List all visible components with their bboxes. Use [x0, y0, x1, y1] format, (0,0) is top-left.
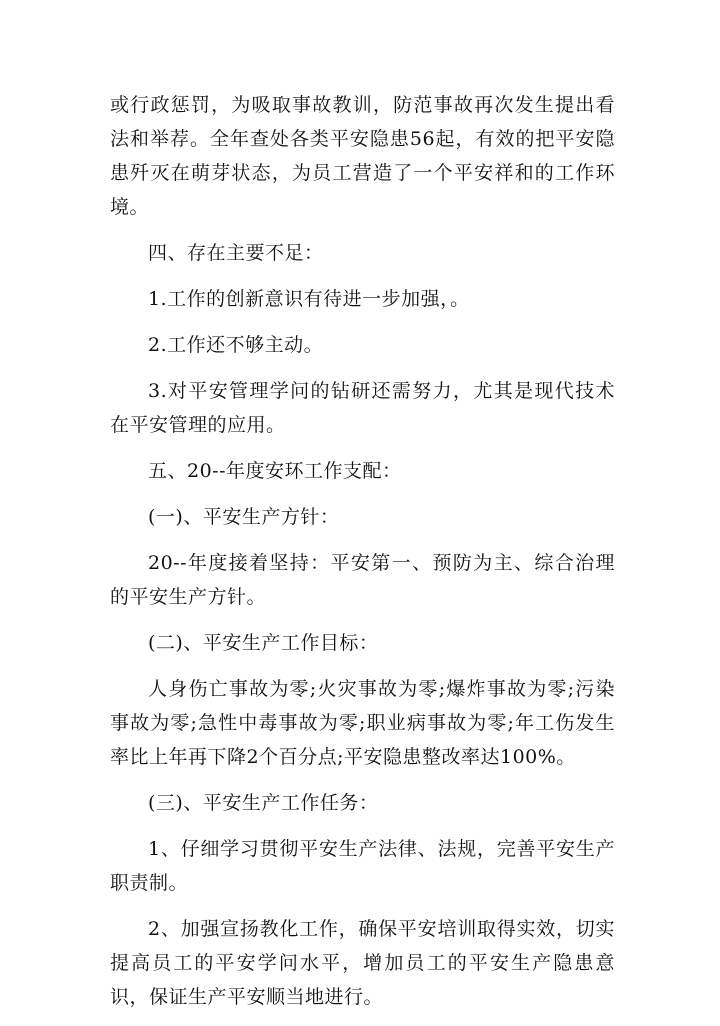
heading-annual-plan: 五、20--年度安环工作支配：: [148, 460, 402, 482]
subheading-safety-goals: (二)、平安生产工作目标：: [148, 632, 379, 654]
shortcoming-item-2: 2.工作还不够主动。: [148, 334, 324, 356]
shortcoming-item-3: 3.对平安管理学问的钻研还需努力，尤其是现代技术在平安管理的应用。: [110, 380, 615, 436]
subheading-safety-policy: (一)、平安生产方针：: [148, 506, 340, 528]
task-item-1: 1、仔细学习贯彻平安生产法律、法规，完善平安生产职责制。: [110, 838, 615, 894]
paragraph-safety-goals: 人身伤亡事故为零;火灾事故为零;爆炸事故为零;污染事故为零;急性中毒事故为零;职业病事故为零;年工伤发生率比上年再下降2个百分点;平安隐患整改率达100%。: [110, 678, 615, 768]
document-body: [110, 88, 615, 1026]
paragraph-intro-continuation: 或行政惩罚，为吸取事故教训，防范事故再次发生提出看法和举荐。全年查处各类平安隐患56起，有效的把平安隐患歼灭在萌芽状态，为员工营造了一个平安祥和的工作环境。: [110, 94, 615, 218]
shortcoming-item-1: 1.工作的创新意识有待进一步加强，。: [148, 288, 470, 310]
heading-shortcomings: 四、存在主要不足：: [148, 242, 324, 264]
paragraph-safety-policy: 20--年度接着坚持：平安第一、预防为主、综合治理的平安生产方针。: [110, 552, 615, 608]
task-item-2: 2、加强宣扬教化工作，确保平安培训取得实效，切实提高员工的平安学问水平，增加员工的平安生产隐患意识，保证生产平安顺当地进行。: [110, 918, 615, 1008]
subheading-safety-tasks: (三)、平安生产工作任务：: [148, 792, 379, 814]
